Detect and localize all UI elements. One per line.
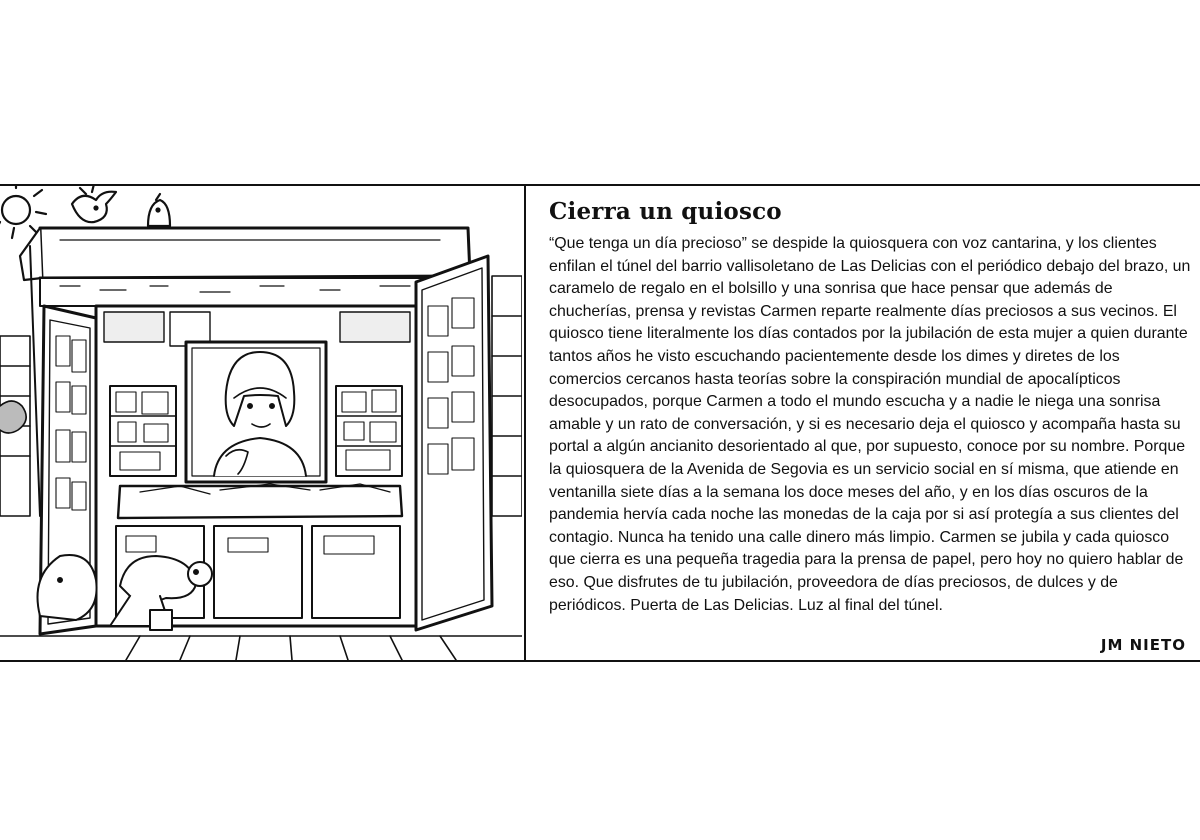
pavement [0, 636, 522, 660]
column-divider [524, 186, 526, 660]
kiosk-illustration [0, 186, 522, 660]
bird-icon [72, 186, 116, 222]
column-text [549, 198, 1191, 617]
bird-icon [148, 194, 170, 226]
cartoon-strip [0, 184, 1200, 662]
column-title: Cierra un quiosco [549, 198, 782, 225]
author-signature: JM NIETO [1100, 636, 1186, 654]
kiosk-door-right [416, 256, 492, 630]
kiosk-roof [20, 228, 470, 306]
column-body: “Que tenga un día precioso” se despide la quiosquera con voz cantarina, y los clientes enfilan el túnel del barrio vallisoletano de Las Delicias con el periódico debajo del brazo, un caramelo de regalo en el bolsillo y una sonrisa que hace pensar que además de chucherías, prensa y revistas Carmen reparte realmente días preciosos a sus vecinos. El quiosco tiene literalmente los días contados por la jubilación de esta mujer a quien durante tantos años he visto escuchando pacientemente desde los dimes y diretes de los comercios cercanos hasta teorías sobre la conspiración mundial de apocalípticos desocupados, porque Carmen a todo el mundo escucha y a nadie le niega una sonrisa amable y un rato de conversación, y si es necesario deja el quiosco y acompaña hasta su portal a algún ancianito desorientado al que, por supuesto, conoce por su nombre. Porque la quiosquera de la Avenida de Segovia es un servicio social en sí misma, que atiende en ventanilla siete días a la semana los doce meses del año, y en los días oscuros de la pandemia hervía cada noche las monedas de la caja por si así protegía a sus clientes del contagio. Nunca ha tenido una calle dinero más limpio. Carmen se jubila y cada quiosco que cierra es una pequeña tragedia para la prensa de papel, pero hoy no quiero hablar de eso. Que disfrutes de tu jubilación, proveedora de días preciosos, de dulces y de periódicos. Puerta de Las Delicias. Luz al final del túnel. [549, 235, 1191, 614]
